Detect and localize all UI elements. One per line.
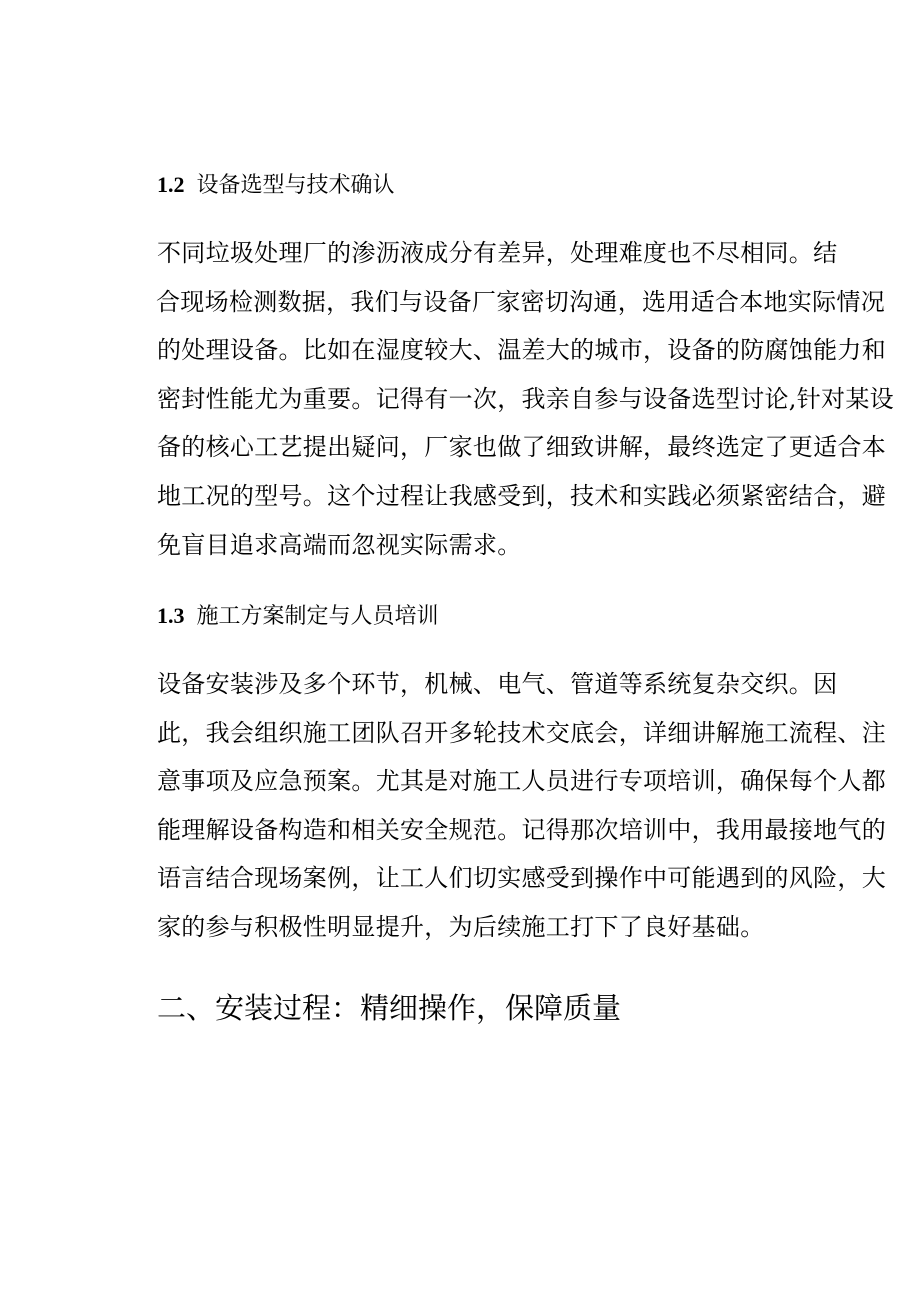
paragraph-1-2-body (156, 229, 894, 569)
paragraph-line: 备的核心工艺提出疑问，厂家也做了细致讲解，最终选定了更适合本 (157, 433, 886, 462)
paragraph-line: 地工况的型号。这个过程让我感受到，技术和实践必须紧密结合，避 (157, 481, 886, 510)
paragraph-line: 设备安装涉及多个环节，机械、电气、管道等系统复杂交织。因 (157, 670, 838, 698)
paragraph-line: 意事项及应急预案。尤其是对施工人员进行专项培训，确保每个人都 (157, 767, 886, 796)
subheading-title: 施工方案制定与人员培训 (196, 604, 439, 629)
paragraph-line: 此，我会组织施工团队召开多轮技术交底会，详细讲解施工流程、注 (157, 718, 886, 747)
paragraph-1-3-body (157, 660, 886, 952)
subheading-1-2 (157, 170, 395, 201)
paragraph-line: 免盲目追求高端而忽视实际需求。 (157, 530, 522, 559)
subheading-number: 1.3 (157, 603, 185, 628)
paragraph-line: 语言结合现场案例，让工人们切实感受到操作中可能遇到的风险，大 (157, 864, 886, 893)
paragraph-line: 不同垃圾处理厂的渗沥液成分有差异，处理难度也不尽相同。结 (157, 239, 838, 267)
paragraph-line: 的处理设备。比如在湿度较大、温差大的城市，设备的防腐蚀能力和 (157, 336, 886, 365)
subheading-1-3 (157, 601, 439, 632)
paragraph-line: 家的参与积极性明显提升，为后续施工打下了良好基础。 (157, 912, 765, 941)
paragraph-line: 能理解设备构造和相关安全规范。记得那次培训中，我用最接地气的 (157, 815, 886, 844)
section-heading-2: 二、安装过程：精细操作，保障质量 (157, 991, 622, 1025)
paragraph-line: 密封性能尤为重要。记得有一次，我亲自参与设备选型讨论,针对某设 (157, 384, 894, 413)
subheading-title: 设备选型与技术确认 (196, 173, 395, 198)
paragraph-line: 合现场检测数据，我们与设备厂家密切沟通，选用适合本地实际情况 (156, 287, 885, 316)
subheading-number: 1.2 (157, 172, 185, 197)
